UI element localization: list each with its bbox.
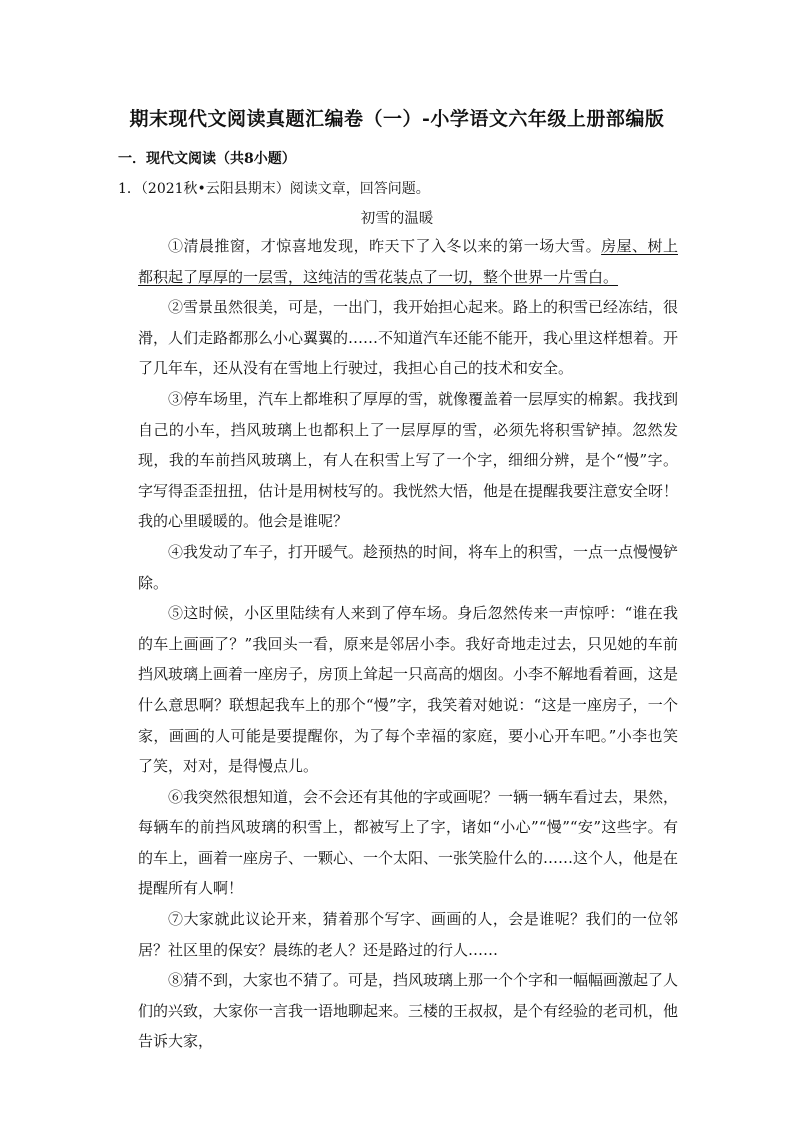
paragraph-2: ②雪景虽然很美，可是，一出门，我开始担心起来。路上的积雪已经冻结，很滑，人们走路都那么小心翼翼的……不知道汽车还能不能开，我心里这样想着。开了几年车，还从没有在雪地上行驶过，我担心自己的技术和安全。 — [138, 298, 679, 378]
underlined-sentence: 房屋、树上都积起了厚厚的一层雪，这纯洁的雪花装点了一切，整个世界一片雪白。 — [138, 237, 678, 286]
document-title: 期末现代文阅读真题汇编卷（一）-小学语文六年级上册部编版 — [129, 108, 665, 130]
question-intro: 1．（2021秋•云阳县期末）阅读文章，回答问题。 — [118, 181, 430, 197]
section-heading: 一．现代文阅读（共8小题） — [118, 151, 296, 167]
paragraph-4: ④我发动了车子，打开暖气。趁预热的时间，将车上的积雪，一点一点慢慢铲除。 — [138, 542, 679, 592]
paragraph-1-text: ①清晨推窗，才惊喜地发现，昨天下了入冬以来的第一场大雪。 — [168, 237, 602, 255]
paragraph-8: ⑧猜不到，大家也不猜了。可是，挡风玻璃上那一个个字和一幅幅画激起了人们的兴致，大家你一言我一语地聊起来。三楼的王叔叔，是个有经验的老司机，他告诉大家， — [138, 971, 679, 1051]
paragraph-3: ③停车场里，汽车上都堆积了厚厚的雪，就像覆盖着一层厚实的棉絮。我找到自己的小车，挡风玻璃上也都积上了一层厚厚的雪，必须先将积雪铲掉。忽然发现，我的车前挡风玻璃上，有人在积雪上写了一个字，细细分辨，是个“慢”字。字写得歪歪扭扭，估计是用树枝写的。我恍然大悟，他是在提醒我要注意安全呀！我的心里暖暖的。他会是谁呢？ — [138, 389, 679, 531]
paragraph-7: ⑦大家就此议论开来，猜着那个写字、画画的人，会是谁呢？我们的一位邻居？社区里的保安？晨练的老人？还是路过的行人…… — [138, 910, 678, 959]
paragraph-5: ⑤这时候，小区里陆续有人来到了停车场。身后忽然传来一声惊呼：“谁在我的车上画画了？”我回头一看，原来是邻居小李。我好奇地走过去，只见她的车前挡风玻璃上画着一座房子，房顶上耸起一只高高的烟囱。小李不解地看着画，这是什么意思啊？联想起我车上的那个“慢”字，我笑着对她说：“这是一座房子，一个家，画画的人可能是要提醒你，为了每个幸福的家庭，要小心开车吧。”小李也笑了笑，对对，是得慢点儿。 — [138, 604, 679, 776]
paragraph-1 — [138, 231, 678, 292]
article-title: 初雪的温暖 — [360, 211, 434, 227]
article-body — [138, 231, 678, 1057]
paragraph-6: ⑥我突然很想知道，会不会还有其他的字或画呢？一辆一辆车看过去，果然，每辆车的前挡风玻璃的积雪上，都被写上了字，诸如“小心”“慢”“安”这些字。有的车上，画着一座房子、一颗心、一个太阳、一张笑脸什么的……这个人，他是在提醒所有人啊！ — [138, 787, 679, 898]
